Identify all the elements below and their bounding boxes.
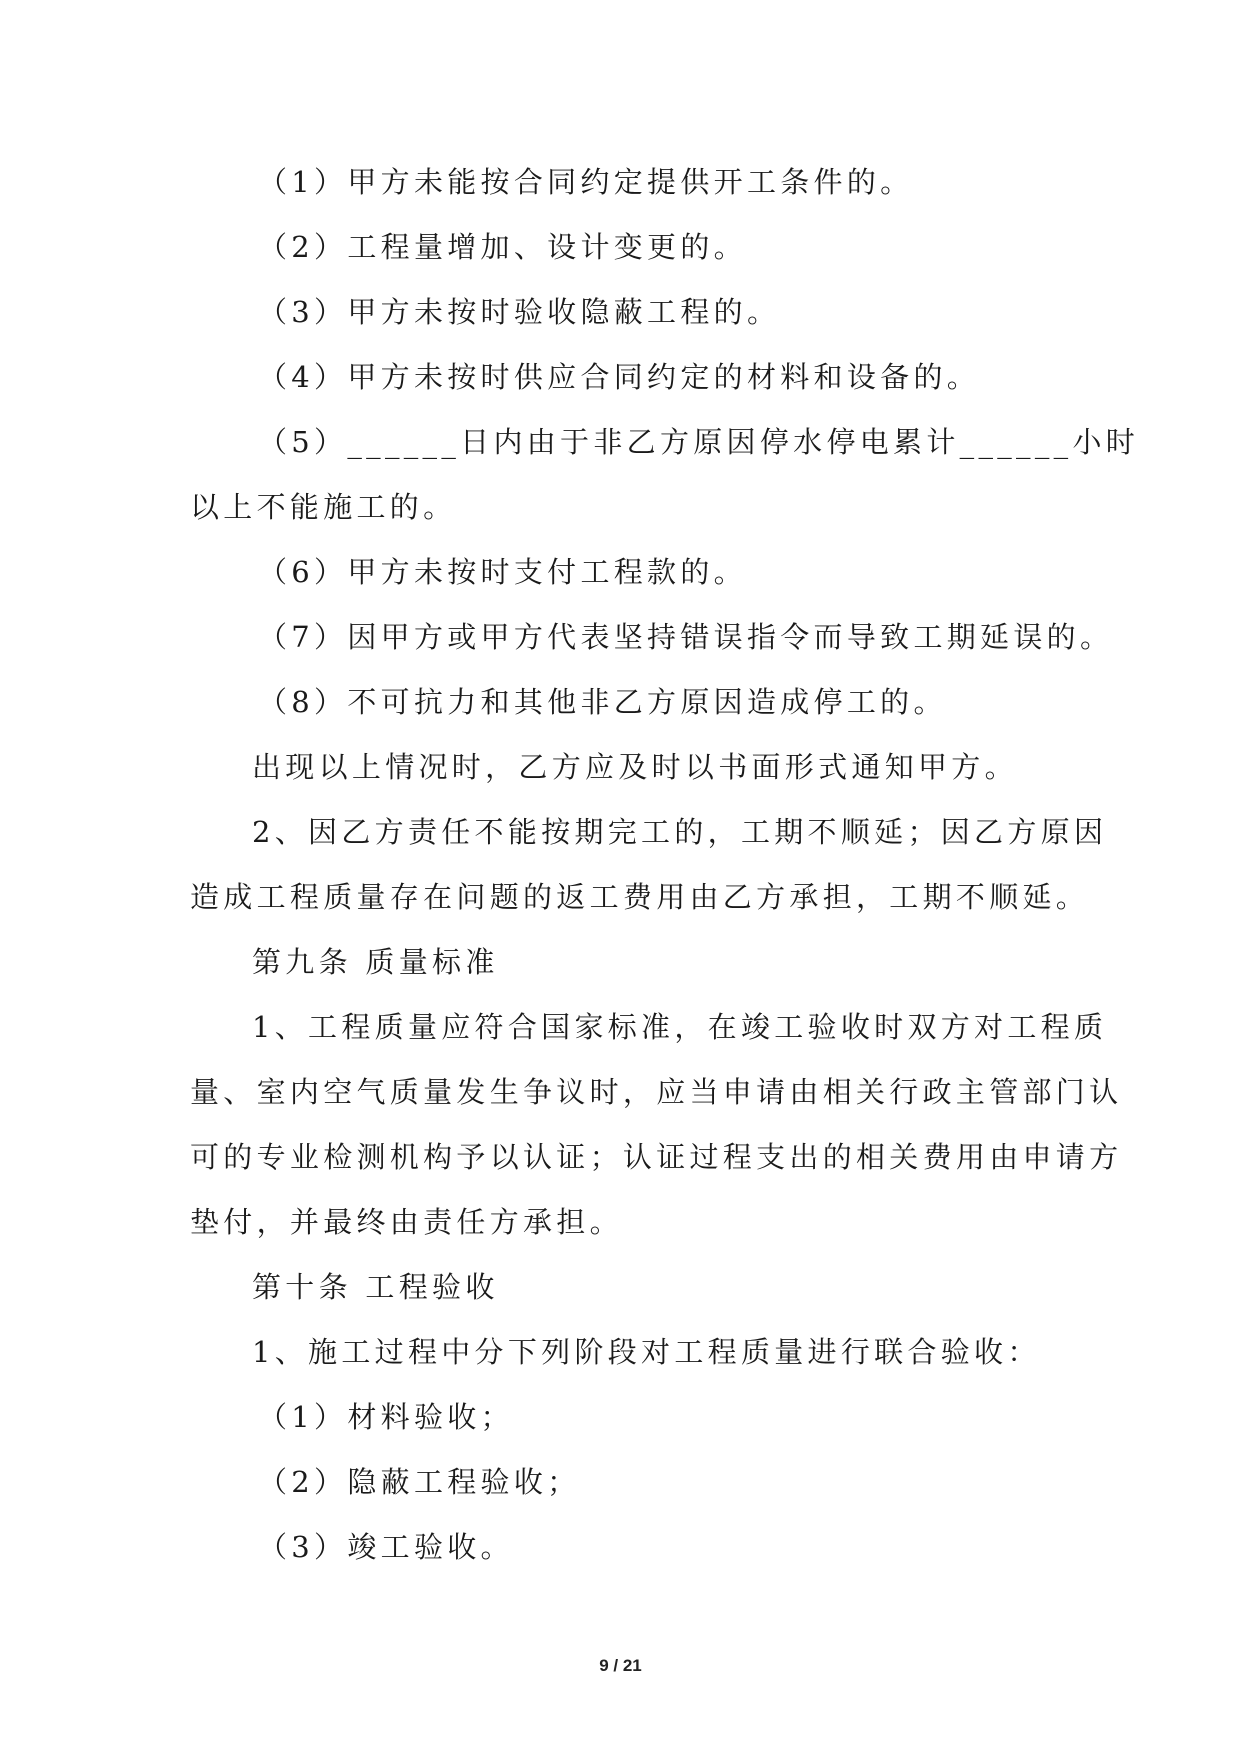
- list-item: （5）______日内由于非乙方原因停水停电累计______小时: [258, 425, 1140, 459]
- list-item: （3）竣工验收。: [258, 1530, 514, 1564]
- section-heading: 第九条 质量标准: [252, 945, 499, 979]
- list-item: （7）因甲方或甲方代表坚持错误指令而导致工期延误的。: [258, 620, 1114, 654]
- list-item: （8）不可抗力和其他非乙方原因造成停工的。: [258, 685, 947, 719]
- section-heading: 第十条 工程验收: [252, 1270, 499, 1304]
- paragraph-line: 量、室内空气质量发生争议时，应当申请由相关行政主管部门认: [190, 1075, 1123, 1109]
- page-number: 9 / 21: [599, 1656, 642, 1675]
- list-item: （6）甲方未按时支付工程款的。: [258, 555, 747, 589]
- paragraph-line: 2、因乙方责任不能按期完工的，工期不顺延；因乙方原因: [252, 815, 1108, 849]
- list-item: （4）甲方未按时供应合同约定的材料和设备的。: [258, 360, 981, 394]
- list-item: （1）材料验收；: [258, 1400, 514, 1434]
- list-item: （2）隐蔽工程验收；: [258, 1465, 581, 1499]
- paragraph-line: 以上不能施工的。: [190, 490, 457, 524]
- paragraph-line: 垫付，并最终由责任方承担。: [190, 1205, 623, 1239]
- list-item: （1）甲方未能按合同约定提供开工条件的。: [258, 165, 914, 199]
- list-item: （3）甲方未按时验收隐蔽工程的。: [258, 295, 781, 329]
- paragraph-line: 出现以上情况时，乙方应及时以书面形式通知甲方。: [252, 750, 1018, 784]
- paragraph-line: 1、工程质量应符合国家标准，在竣工验收时双方对工程质: [252, 1010, 1108, 1044]
- paragraph-line: 1、施工过程中分下列阶段对工程质量进行联合验收：: [252, 1335, 1041, 1369]
- paragraph-line: 可的专业检测机构予以认证；认证过程支出的相关费用由申请方: [190, 1140, 1123, 1174]
- paragraph-line: 造成工程质量存在问题的返工费用由乙方承担，工期不顺延。: [190, 880, 1090, 914]
- list-item: （2）工程量增加、设计变更的。: [258, 230, 747, 264]
